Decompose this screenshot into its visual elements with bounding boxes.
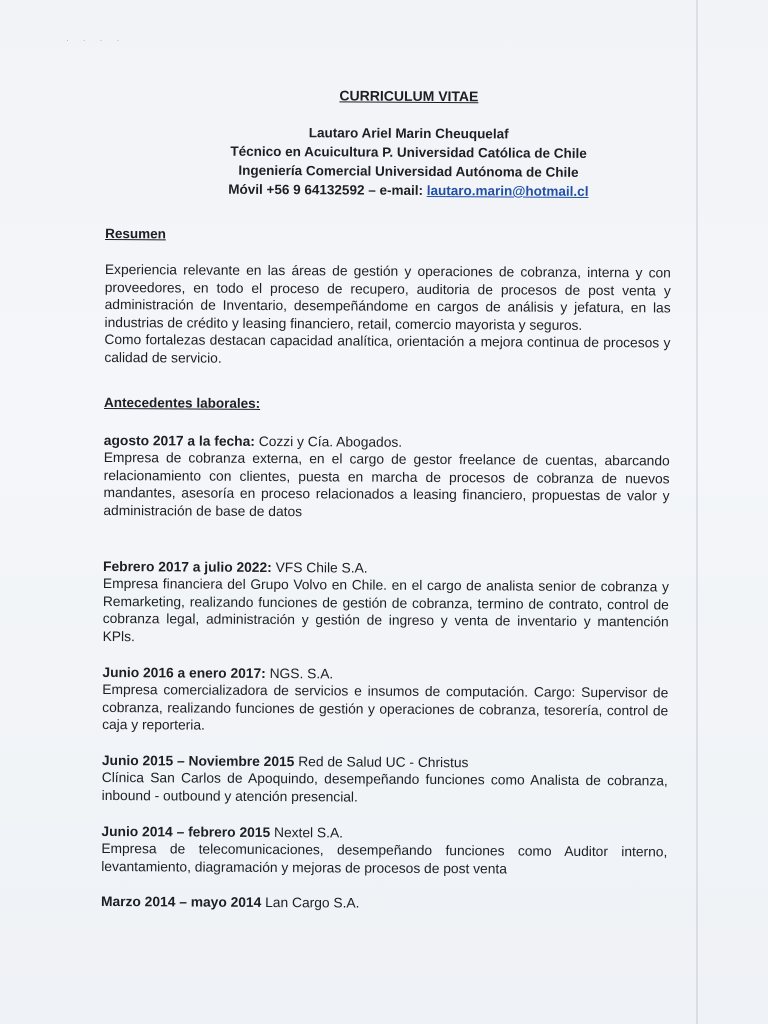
job-company: VFS Chile S.A. <box>275 559 368 576</box>
job-entry <box>101 893 667 914</box>
contact-phone: Móvil +56 9 64132592 – e-mail: <box>228 181 424 198</box>
job-entry <box>102 752 668 808</box>
job-description: Empresa de cobranza externa, en el cargo de gestor freelance de cuentas, abarcando relacionamiento con clientes, puesta en marcha de procesos de cobranza de nuevos mandantes, asesoría en proceso relacionados a leasing financiero, propuestas de valor y administración de base de datos <box>103 450 670 520</box>
section-title-resumen: Resumen <box>105 225 166 242</box>
job-description: Empresa financiera del Grupo Volvo en Chile. en el cargo de analista senior de cobranza y Remarketing, realizando funciones de gestión de cobranza, termino de contrato, control de cobranza legal, administración y gestión de ingreso y venta de inventario y mantención KPls. <box>102 576 669 645</box>
job-description: Empresa comercializadora de servicios e insumos de computación. Cargo: Supervisor de cobranza, realizando funciones de gestión y operaciones de cobranza, tesorería, control de caja y reporteria. <box>102 682 669 733</box>
cv-header <box>145 86 672 201</box>
job-entry <box>102 663 668 737</box>
job-company: Red de Salud UC - Christus <box>298 754 469 771</box>
job-company: Cozzi y Cía. Abogados. <box>258 433 403 450</box>
scan-edge-shadow <box>696 0 698 1024</box>
resumen-paragraph-2: Como fortalezas destacan capacidad analítica, orientación a mejora continua de procesos y calidad de servicio. <box>104 332 671 366</box>
resumen-paragraph-1: Experiencia relevante en las áreas de gestión y operaciones de cobranza, interna y con proveedores, en todo el proceso de recupero, auditoria de procesos de post venta y administración de Inventario, desempeñándome en cargos de análisis y jefatura, en las industrias de crédito y leasing financiero, retail, comercio mayorista y seguros. <box>104 261 671 333</box>
job-entry <box>101 823 667 879</box>
job-period: agosto 2017 a la fecha: <box>103 432 255 449</box>
degree-line-1: Técnico en Acuicultura P. Universidad Católica de Chile <box>230 143 587 161</box>
job-period: Junio 2014 – febrero 2015 <box>101 823 271 840</box>
job-period: Junio 2015 – Noviembre 2015 <box>101 752 295 770</box>
job-company: NGS. S.A. <box>269 665 334 681</box>
email-link[interactable]: lautaro.marin@hotmail.cl <box>426 182 589 199</box>
job-description: Empresa de telecomunicaciones, desempeñando funciones como Auditor interno, levantamiento, diagramación y mejoras de procesos de post venta <box>101 841 668 877</box>
job-period: Junio 2016 a enero 2017: <box>102 664 266 681</box>
job-company: Lan Cargo S.A. <box>265 895 360 912</box>
job-entry <box>103 432 670 523</box>
job-period: Febrero 2017 a julio 2022: <box>103 558 272 575</box>
cv-title: CURRICULUM VITAE <box>339 87 479 105</box>
contact-line <box>145 179 671 201</box>
job-heading <box>101 893 667 914</box>
candidate-name: Lautaro Ariel Marin Cheuquelaf <box>308 125 509 142</box>
section-title-antecedentes: Antecedentes laborales: <box>104 394 261 411</box>
degree-line-2: Ingeniería Comercial Universidad Autónoma de Chile <box>238 162 579 180</box>
document-content <box>101 86 672 914</box>
job-description: Clínica San Carlos de Apoquindo, desempeñando funciones como Analista de cobranza, inbound - outbound y atención presencial. <box>101 770 668 805</box>
scan-specks: · · · · <box>66 36 126 45</box>
job-company: Nextel S.A. <box>273 824 344 841</box>
job-period: Marzo 2014 – mayo 2014 <box>100 894 262 911</box>
job-entry <box>103 558 670 649</box>
